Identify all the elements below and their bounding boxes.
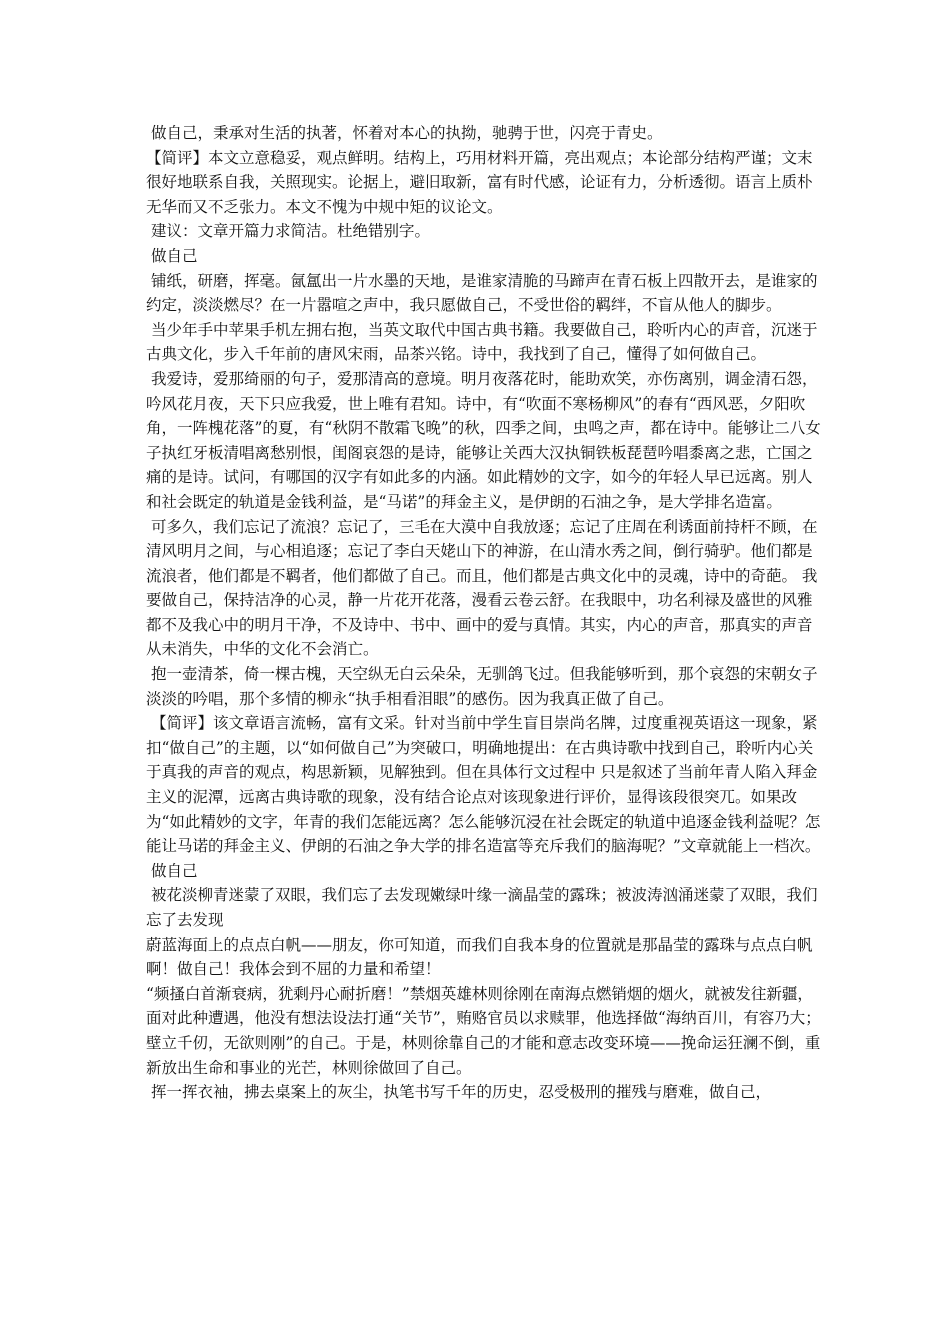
paragraph-essay2-2: 当少年手中苹果手机左拥右抱，当英文取代中国古典书籍。我要做自己，聆听内心的声音，沉迷于古典文化，步入千年前的唐风宋雨，品茶兴铭。诗中，我找到了自己，懂得了如何做自己。 — [146, 320, 818, 364]
paragraph-suggestion: 建议：文章开篇力求简洁。杜绝错别字。 — [146, 222, 430, 241]
essay-title-2: 做自己 — [146, 246, 198, 265]
essay-title-3: 做自己 — [146, 861, 198, 880]
paragraph-review-2: 【简评】该文章语言流畅，富有文采。针对当前中学生盲目崇尚名牌，过度重视英语这一现象，紧扣“做自己”的主题，以“如何做自己”为突破口，明确地提出：在古典诗歌中找到自己，聆听内心关于真我的声音的观点，构思新颖，见解独到。但在具体行文过程中 只是叙述了当前年青人陷入拜金主义的泥潭，远离古典诗歌的现象，没有结合论点对该现象进行评价，显得该段很突兀。如果改为“如此精妙的文字，年青的我们怎能远离？怎么能够沉浸在社会既定的轨道中追逐金钱利益呢？怎能让马诺的拜金主义、伊朗的石油之争大学的排名造富等充斥我们的脑海呢？”文章就能上一档次。 — [146, 714, 821, 856]
paragraph-essay3-4: 挥一挥衣袖，拂去桌案上的灰尘，执笔书写千年的历史，忍受极刑的摧残与磨难，做自己， — [146, 1083, 771, 1102]
paragraph-review-1: 【简评】本文立意稳妥，观点鲜明。结构上，巧用材料开篇，亮出观点；本论部分结构严谨；文末很好地联系自我，关照现实。论据上，避旧取新，富有时代感，论证有力，分析透彻。语言上质朴无华而又不乏张力。本文不愧为中规中矩的议论文。 — [146, 148, 813, 216]
paragraph-essay2-4: 可多久，我们忘记了流浪？忘记了，三毛在大漠中自我放逐；忘记了庄周在利诱面前持杆不顾，在清风明月之间，与心相追逐；忘记了李白天姥山下的神游，在山清水秀之间，倒行骑驴。他们都是流浪者，他们都是不羁者，他们都做了自己。而且，他们都是古典文化中的灵魂，诗中的奇葩。 我要做自己，保持洁净的心灵，静一片花开花落，漫看云卷云舒。在我眼中，功名利禄及盛世的风雅都不及我心中的明月干净，不及诗中、书中、画中的爱与真情。其实，内心的声音，那真实的声音从未消失，中华的文化不会消亡。 — [146, 517, 818, 659]
paragraph-essay2-1: 铺纸，研磨，挥毫。氤氲出一片水墨的天地，是谁家清脆的马蹄声在青石板上四散开去，是谁家的约定，淡淡燃尽？在一片嚣喧之声中，我只愿做自己，不受世俗的羁绊，不盲从他人的脚步。 — [146, 271, 818, 315]
paragraph-essay2-3: 我爱诗，爱那绮丽的句子，爱那清高的意境。明月夜落花时，能助欢笑，亦伤离别，调金清石怨，吟风花月夜，天下只应我爱，世上唯有君知。诗中，有“吹面不寒杨柳风”的春有“西风恶，夕阳吹角，一阵槐花落”的夏，有“秋阴不散霜飞晚”的秋，四季之间，虫鸣之声，都在诗中。能够让二八女子执红牙板清唱离愁别恨，闺阁哀怨的是诗，能够让关西大汉执铜铁板琵琶吟唱黍离之悲，亡国之痛的是诗。试问，有哪国的汉字有如此多的内涵。如此精妙的文字，如今的年轻人早已远离。别人和社会既定的轨道是金钱利益，是“马诺”的拜金主义，是伊朗的石油之争，是大学排名造富。 — [146, 369, 821, 511]
paragraph-essay2-5: 抱一壶清茶，倚一棵古槐，天空纵无白云朵朵，无驯鸽飞过。但我能够听到，那个哀怨的宋朝女子淡淡的吟唱，那个多情的柳永“执手相看泪眼”的感伤。因为我真正做了自己。 — [146, 665, 818, 708]
paragraph-essay3-1: 被花淡柳青迷蒙了双眼，我们忘了去发现嫩绿叶缘一滴晶莹的露珠；被波涛汹涌迷蒙了双眼，我们忘了去发现 — [146, 886, 818, 929]
paragraph-essay3-3: “频搔白首渐衰病，犹剩丹心耐折磨！”禁烟英雄林则徐刚在南海点燃销烟的烟火，就被发往新疆，面对此种遭遇，他没有想法设法打通“关节”，贿赂官员以求赎罪，他选择做“海纳百川，有容乃大；壁立千仞，无欲则刚”的自己。于是，林则徐靠自己的才能和意志改变环境——挽命运狂澜不倒，重新放出生命和事业的光芒，林则徐做回了自己。 — [146, 984, 821, 1077]
paragraph-conclusion: 做自己，秉承对生活的执著，怀着对本心的执拗，驰骋于世，闪亮于青史。 — [146, 124, 663, 142]
paragraph-essay3-2: 蔚蓝海面上的点点白帆——朋友，你可知道，而我们自我本身的位置就是那晶莹的露珠与点点白帆啊！做自己！我体会到不屈的力量和希望！ — [146, 935, 813, 979]
document-body — [146, 121, 826, 1105]
